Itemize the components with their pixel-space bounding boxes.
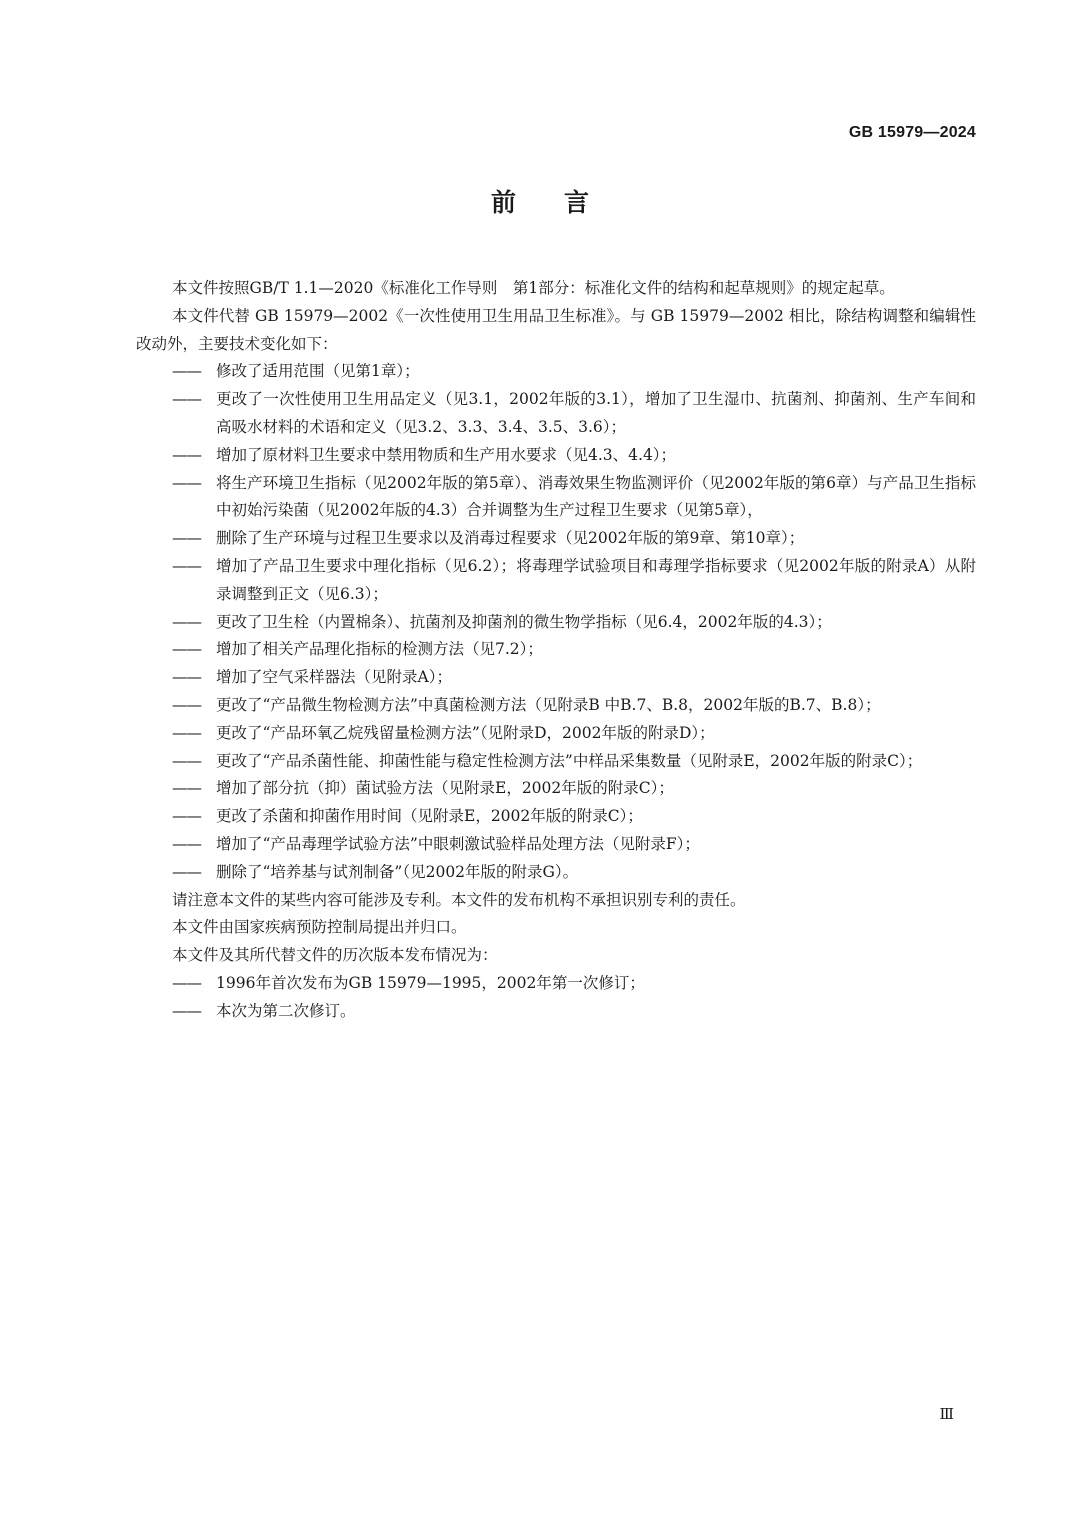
- list-item-text: 更改了“产品微生物检测方法”中真菌检测方法（见附录B 中B.7、B.8，2002年版的B.7、B.8）；: [216, 695, 881, 714]
- list-item-text: 删除了生产环境与过程卫生要求以及消毒过程要求（见2002年版的第9章、第10章）；: [216, 529, 805, 548]
- list-item-text: 修改了适用范围（见第1章）；: [216, 362, 420, 381]
- list-item-text: 更改了“产品杀菌性能、抑菌性能与稳定性检测方法”中样品采集数量（见附录E，2002年版的附录C）；: [216, 751, 923, 770]
- document-body: [136, 275, 976, 1026]
- dash-marker: ——: [172, 779, 201, 798]
- dash-marker: ——: [172, 473, 201, 492]
- list-item-text: 增加了产品卫生要求中理化指标（见6.2）；将毒理学试验项目和毒理学指标要求（见2002年版的附录A）从附录调整到正文（见6.3）；: [216, 556, 976, 603]
- dash-marker: ——: [172, 668, 201, 687]
- dash-marker: ——: [172, 723, 201, 742]
- list-item: [136, 664, 976, 692]
- list-item-text: 更改了“产品环氧乙烷残留量检测方法”（见附录D，2002年版的附录D）；: [216, 723, 715, 742]
- dash-marker: ——: [172, 695, 201, 714]
- list-item: [136, 636, 976, 664]
- list-item: [136, 442, 976, 470]
- paragraph: 本文件代替 GB 15979—2002《一次性使用卫生用品卫生标准》。与 GB 15979—2002 相比，除结构调整和编辑性改动外，主要技术变化如下：: [136, 306, 976, 353]
- dash-marker: ——: [172, 556, 201, 575]
- dash-marker: ——: [172, 362, 201, 381]
- list-item: [136, 775, 976, 803]
- list-item-text: 将生产环境卫生指标（见2002年版的第5章）、消毒效果生物监测评价（见2002年版的第6章）与产品卫生指标中初始污染菌（见2002年版的4.3）合并调整为生产过程卫生要求（见第5章），: [216, 473, 976, 520]
- dash-marker: ——: [172, 807, 201, 826]
- dash-marker: ——: [172, 751, 201, 770]
- list-item-text: 增加了部分抗（抑）菌试验方法（见附录E，2002年版的附录C）；: [216, 779, 674, 798]
- dash-marker: ——: [172, 640, 201, 659]
- dash-marker: ——: [172, 612, 201, 631]
- paragraph: 本文件及其所代替文件的历次版本发布情况为：: [172, 946, 498, 965]
- list-item-text: 更改了杀菌和抑菌作用时间（见附录E，2002年版的附录C）；: [216, 807, 643, 826]
- list-item: [136, 970, 976, 998]
- list-item: [136, 720, 976, 748]
- paragraph: 本文件由国家疾病预防控制局提出并归口。: [172, 918, 467, 937]
- list-item: [136, 859, 976, 887]
- dash-marker: ——: [172, 390, 201, 409]
- list-item: [136, 386, 976, 442]
- list-item-text: 增加了空气采样器法（见附录A）；: [216, 668, 452, 687]
- list-item-text: 更改了卫生栓（内置棉条）、抗菌剂及抑菌剂的微生物学指标（见6.4，2002年版的4.3）；: [216, 612, 832, 631]
- dash-marker: ——: [172, 862, 201, 881]
- list-item-text: 删除了“培养基与试剂制备”（见2002年版的附录G）。: [216, 862, 579, 881]
- page-number: Ⅲ: [939, 1405, 954, 1423]
- dash-marker: ——: [172, 445, 201, 464]
- standard-code: GB 15979—2024: [848, 124, 976, 141]
- history-list: [136, 970, 976, 1026]
- dash-marker: ——: [172, 529, 201, 548]
- dash-marker: ——: [172, 973, 201, 992]
- list-item-text: 本次为第二次修订。: [216, 1001, 356, 1020]
- list-item: [136, 831, 976, 859]
- list-item: [136, 553, 976, 609]
- list-item: [136, 609, 976, 637]
- list-item: [136, 998, 976, 1026]
- change-list: [136, 358, 976, 886]
- list-item-text: 增加了原材料卫生要求中禁用物质和生产用水要求（见4.3、4.4）；: [216, 445, 677, 464]
- list-item-text: 1996年首次发布为GB 15979—1995，2002年第一次修订；: [216, 973, 645, 992]
- list-item: [136, 748, 976, 776]
- list-item: [136, 803, 976, 831]
- page-title: 前言: [490, 188, 637, 217]
- list-item-text: 增加了相关产品理化指标的检测方法（见7.2）；: [216, 640, 543, 659]
- list-item-text: 更改了一次性使用卫生用品定义（见3.1，2002年版的3.1），增加了卫生湿巾、抗菌剂、抑菌剂、生产车间和高吸水材料的术语和定义（见3.2、3.3、3.4、3.5、3.6）；: [216, 390, 976, 436]
- paragraph: 本文件按照GB/T 1.1—2020《标准化工作导则 第1部分：标准化文件的结构和起草规则》的规定起草。: [172, 279, 895, 297]
- list-item: [136, 358, 976, 386]
- dash-marker: ——: [172, 834, 201, 853]
- list-item: [136, 525, 976, 553]
- list-item-text: 增加了“产品毒理学试验方法”中眼刺激试验样品处理方法（见附录F）；: [216, 834, 700, 853]
- paragraph: 请注意本文件的某些内容可能涉及专利。本文件的发布机构不承担识别专利的责任。: [172, 890, 746, 909]
- list-item: [136, 470, 976, 526]
- dash-marker: ——: [172, 1001, 201, 1020]
- list-item: [136, 692, 976, 720]
